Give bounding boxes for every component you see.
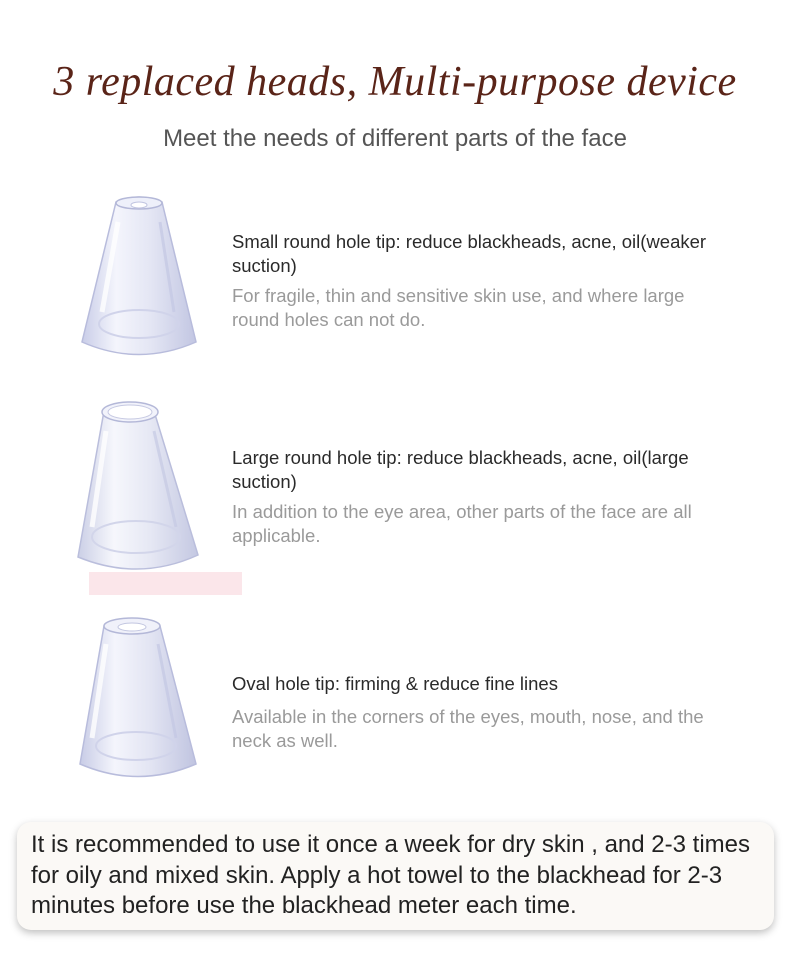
small-round-tip-title: Small round hole tip: reduce blackheads, acne, oil(weaker suction) [232, 231, 707, 276]
large-round-tip-icon [74, 397, 204, 577]
large-round-tip-title: Large round hole tip: reduce blackheads, acne, oil(large suction) [232, 447, 689, 492]
page-subtitle: Meet the needs of different parts of the face [163, 125, 627, 152]
watermark [89, 572, 242, 595]
small-round-tip-description: For fragile, thin and sensitive skin use, and where large round holes can not do. [232, 285, 685, 330]
small-round-tip-icon [74, 192, 204, 362]
large-round-tip-description: In addition to the eye area, other parts of the face are all applicable. [232, 501, 692, 546]
page-title: 3 replaced heads, Multi-purpose device [53, 59, 737, 105]
oval-tip-title: Oval hole tip: firming & reduce fine lines [232, 673, 558, 694]
oval-tip-description: Available in the corners of the eyes, mouth, nose, and the neck as well. [232, 706, 704, 751]
usage-recommendation-note [17, 822, 774, 930]
oval-tip-icon [76, 614, 202, 784]
usage-recommendation-text: It is recommended to use it once a week for dry skin , and 2-3 times for oily and mixed skin. Apply a hot towel to the blackhead for 2-3 minutes before use the blackhead meter each time. [31, 831, 750, 919]
